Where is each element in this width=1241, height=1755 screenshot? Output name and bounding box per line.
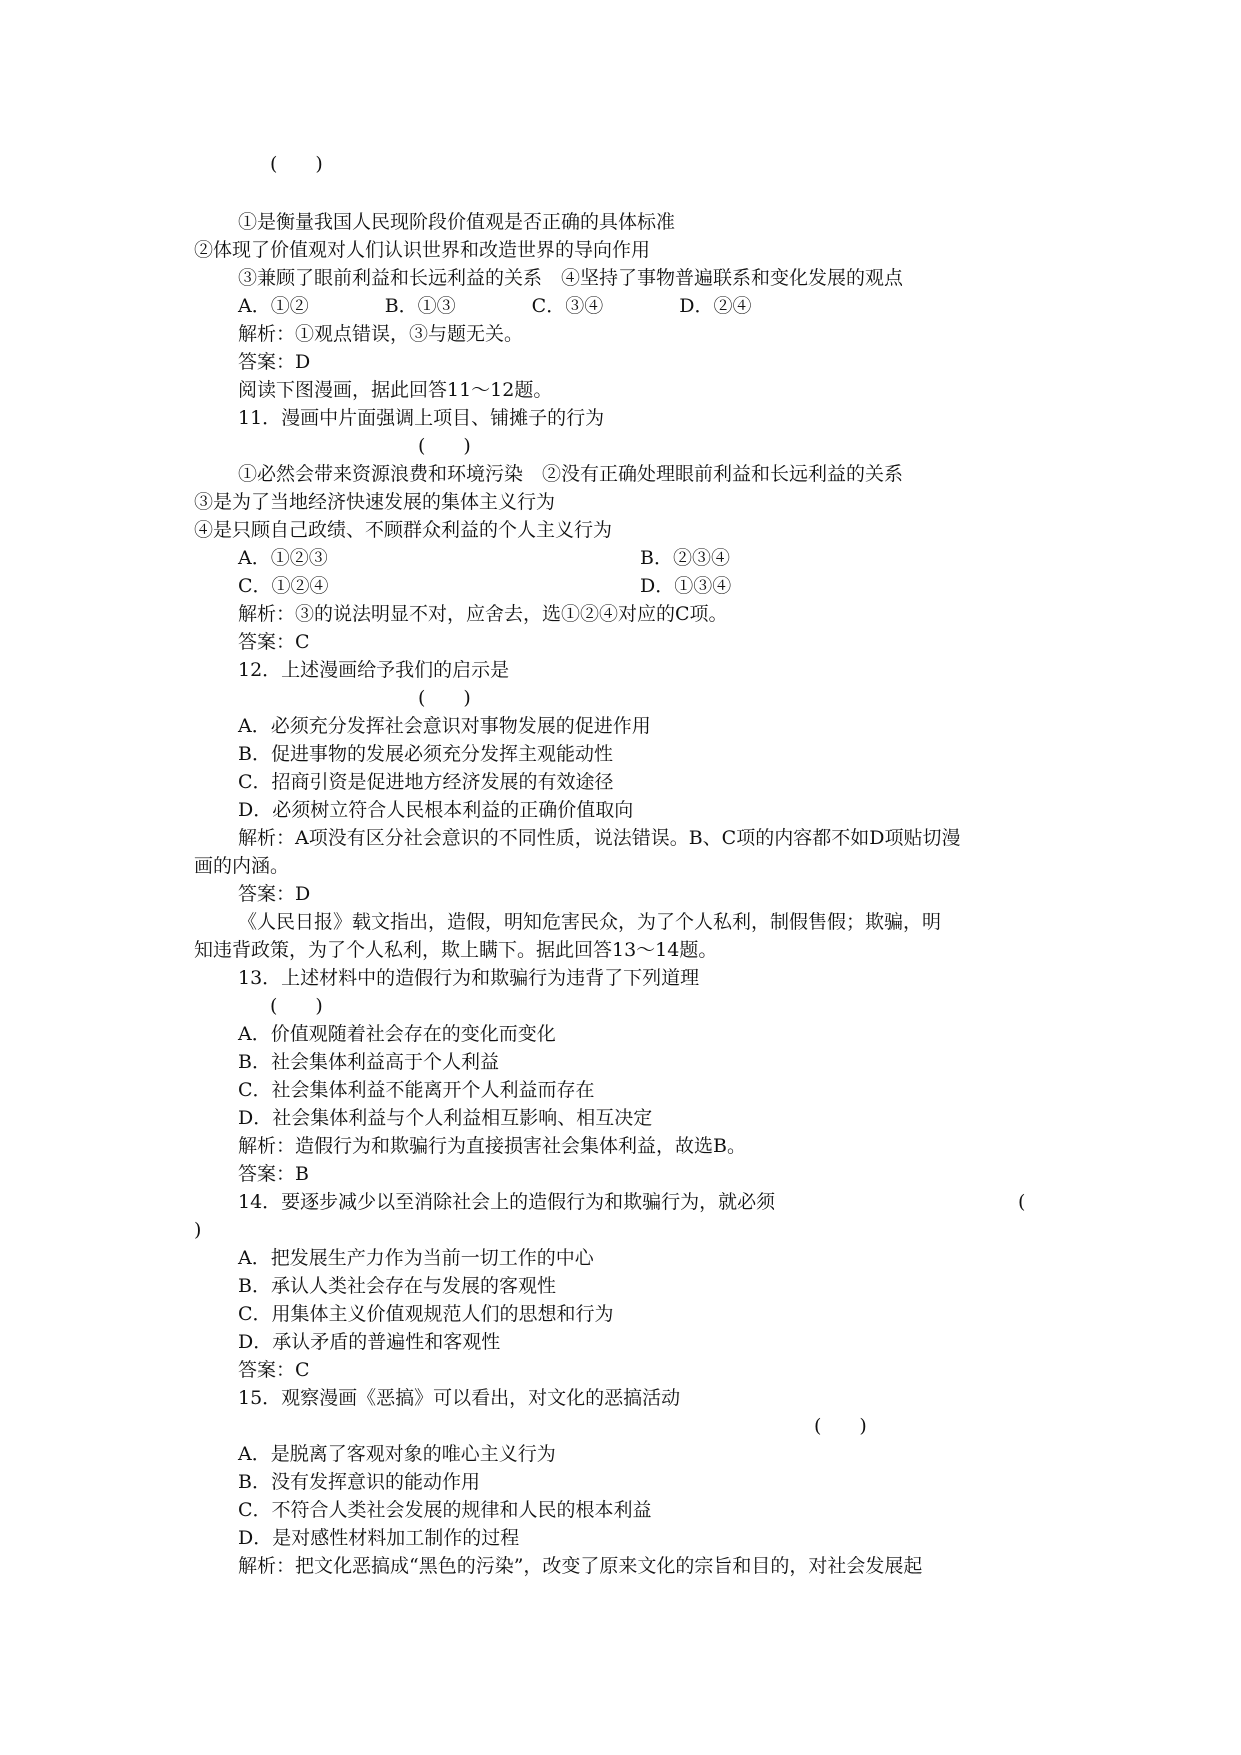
answer-choice: C．社会集体利益不能离开个人利益而存在 bbox=[238, 1079, 595, 1101]
answer-choice: B．承认人类社会存在与发展的客观性 bbox=[238, 1275, 556, 1297]
answer-choice: A．必须充分发挥社会意识对事物发展的促进作用 bbox=[238, 715, 651, 737]
question-stem: 11．漫画中片面强调上项目、铺摊子的行为 bbox=[238, 407, 605, 429]
answer-blank: ) bbox=[194, 1219, 202, 1241]
answer-text: 答案：D bbox=[238, 351, 311, 373]
answer-choice: D．是对感性材料加工制作的过程 bbox=[238, 1527, 520, 1549]
answer-blank: ( bbox=[1018, 1191, 1026, 1213]
answer-blank: ( ) bbox=[814, 1415, 867, 1437]
answer-choice: B．②③④ bbox=[640, 547, 730, 569]
answer-choice: C．用集体主义价值观规范人们的思想和行为 bbox=[238, 1303, 614, 1325]
answer-choice: A．把发展生产力作为当前一切工作的中心 bbox=[238, 1247, 594, 1269]
analysis-text: 解析：③的说法明显不对，应舍去，选①②④对应的C项。 bbox=[238, 603, 728, 625]
answer-choices: A．①② B．①③ C．③④ D．②④ bbox=[238, 295, 752, 317]
analysis-text: 画的内涵。 bbox=[194, 855, 290, 877]
answer-text: 答案：D bbox=[238, 883, 311, 905]
answer-choice: D．必须树立符合人民根本利益的正确价值取向 bbox=[238, 799, 634, 821]
answer-blank: ( ) bbox=[418, 435, 471, 457]
answer-choice: D．社会集体利益与个人利益相互影响、相互决定 bbox=[238, 1107, 653, 1129]
question-stem: 15．观察漫画《恶搞》可以看出，对文化的恶搞活动 bbox=[238, 1387, 681, 1409]
answer-choice: B．社会集体利益高于个人利益 bbox=[238, 1051, 499, 1073]
question-stem: 13．上述材料中的造假行为和欺骗行为违背了下列道理 bbox=[238, 967, 700, 989]
option-statement: ①必然会带来资源浪费和环境污染 ②没有正确处理眼前利益和长远利益的关系 bbox=[238, 463, 904, 485]
answer-choice: A．是脱离了客观对象的唯心主义行为 bbox=[238, 1443, 556, 1465]
answer-text: 答案：B bbox=[238, 1163, 309, 1185]
option-statement: ①是衡量我国人民现阶段价值观是否正确的具体标准 bbox=[238, 211, 676, 233]
question-stem: 14．要逐步减少以至消除社会上的造假行为和欺骗行为，就必须 bbox=[238, 1191, 776, 1213]
option-statement: ③是为了当地经济快速发展的集体主义行为 bbox=[194, 491, 556, 513]
analysis-text: 解析：①观点错误，③与题无关。 bbox=[238, 323, 524, 345]
analysis-text: 解析：A项没有区分社会意识的不同性质，说法错误。B、C项的内容都不如D项贴切漫 bbox=[238, 827, 961, 849]
answer-text: 答案：C bbox=[238, 631, 310, 653]
answer-choice: A．价值观随着社会存在的变化而变化 bbox=[238, 1023, 556, 1045]
question-stem: 12．上述漫画给予我们的启示是 bbox=[238, 659, 510, 681]
answer-blank: ( ) bbox=[418, 687, 471, 709]
analysis-text: 解析：造假行为和欺骗行为直接损害社会集体利益，故选B。 bbox=[238, 1135, 746, 1157]
answer-choice: A．①②③ bbox=[238, 547, 328, 569]
option-statement: ④是只顾自己政绩、不顾群众利益的个人主义行为 bbox=[194, 519, 613, 541]
answer-blank: ( ) bbox=[270, 995, 323, 1017]
answer-choice: C．招商引资是促进地方经济发展的有效途径 bbox=[238, 771, 614, 793]
answer-choice: B．没有发挥意识的能动作用 bbox=[238, 1471, 480, 1493]
answer-choice: C．不符合人类社会发展的规律和人民的根本利益 bbox=[238, 1499, 652, 1521]
answer-text: 答案：C bbox=[238, 1359, 310, 1381]
answer-blank: ( ) bbox=[270, 153, 323, 175]
material-text: 《人民日报》载文指出，造假，明知危害民众，为了个人私利，制假售假；欺骗，明 bbox=[238, 911, 942, 933]
instruction-text: 阅读下图漫画，据此回答11～12题。 bbox=[238, 379, 553, 401]
analysis-text: 解析：把文化恶搞成“黑色的污染”，改变了原来文化的宗旨和目的，对社会发展起 bbox=[238, 1555, 923, 1577]
option-statement: ③兼顾了眼前利益和长远利益的关系 ④坚持了事物普遍联系和变化发展的观点 bbox=[238, 267, 904, 289]
material-text: 知违背政策，为了个人私利，欺上瞒下。据此回答13～14题。 bbox=[194, 939, 718, 961]
answer-choice: C．①②④ bbox=[238, 575, 329, 597]
answer-choice: B．促进事物的发展必须充分发挥主观能动性 bbox=[238, 743, 613, 765]
answer-choice: D．承认矛盾的普遍性和客观性 bbox=[238, 1331, 501, 1353]
option-statement: ②体现了价值观对人们认识世界和改造世界的导向作用 bbox=[194, 239, 651, 261]
answer-choice: D．①③④ bbox=[640, 575, 732, 597]
